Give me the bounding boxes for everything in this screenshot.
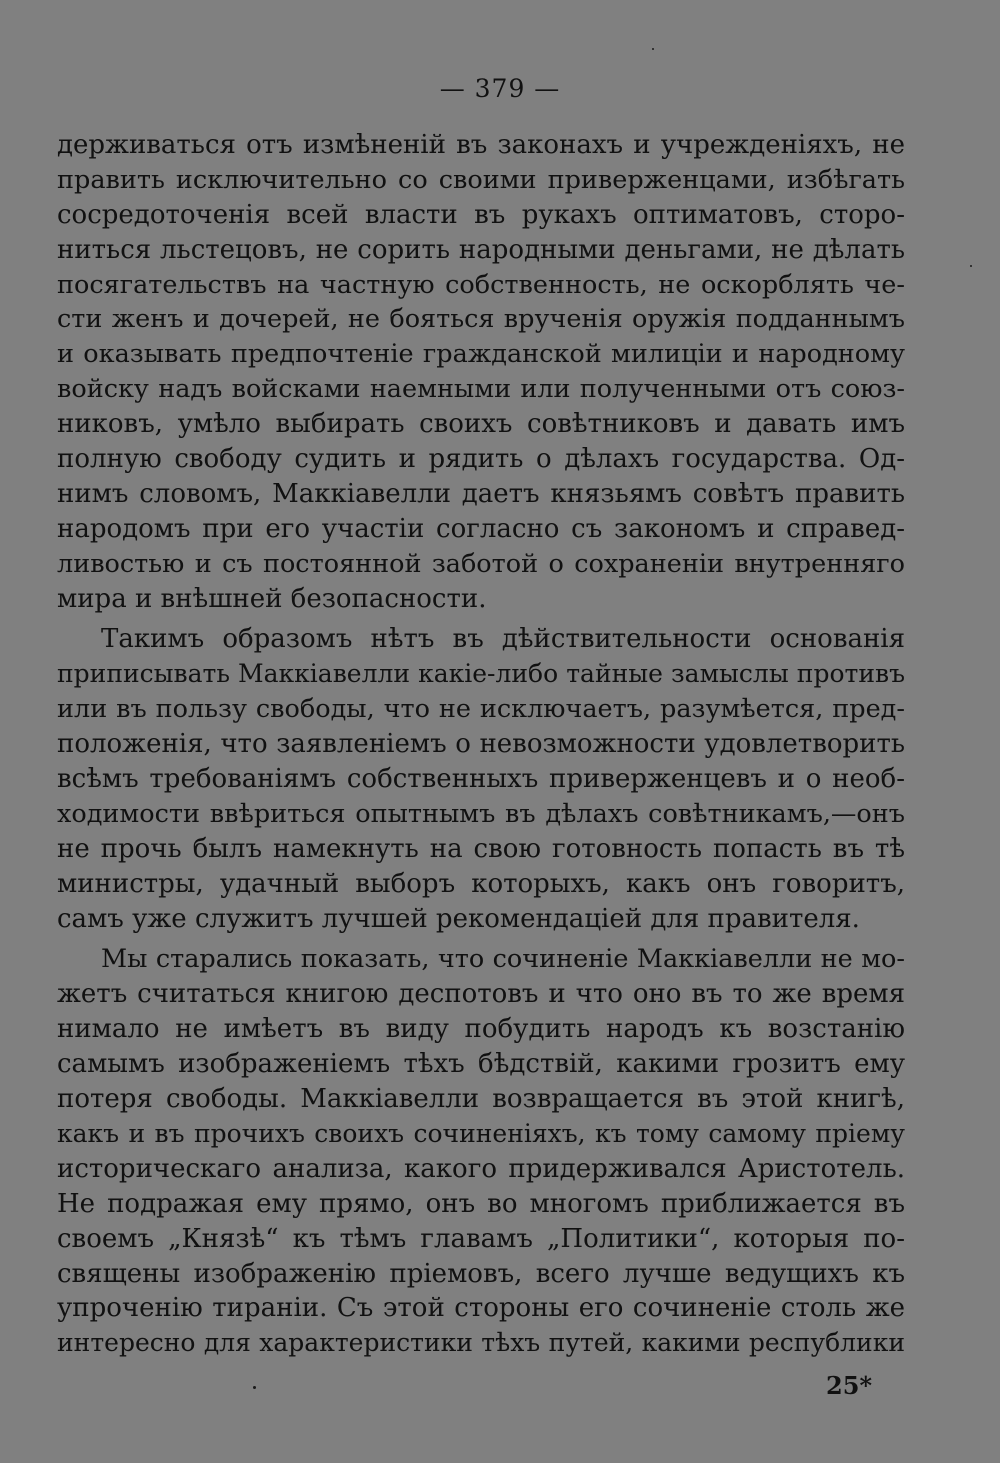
text-line: не прочь былъ намекнуть на свою готовность попасть въ тѣ [57,833,905,864]
text-line: сти женъ и дочерей, не бояться врученія оружія подданнымъ [57,304,905,335]
text-line: священы изображенію пріемовъ, всего лучше ведущихъ къ [57,1258,905,1289]
text-line: положенія, что заявленіемъ о невозможности удовлетворить [57,729,905,760]
text-line: всѣмъ требованіямъ собственныхъ приверженцевъ и о необ- [57,764,905,795]
text-line: или въ пользу свободы, что не исключаетъ, разумѣется, пред- [57,694,905,725]
printer-signature-mark: 25* [826,1371,872,1400]
text-line: какъ и въ прочихъ своихъ сочиненіяхъ, къ тому самому пріему [57,1118,905,1148]
text-line: жетъ считаться книгою деспотовъ и что оно въ то же время [57,979,905,1010]
text-line: Мы старались показать, что сочиненіе Маккіавелли не мо- [101,944,905,975]
text-line: самъ уже служитъ лучшей рекомендаціей для правителя. [57,903,860,934]
paragraph-3 [57,942,905,1361]
text-line: править исключительно со своими приверженцами, избѣгать [57,164,905,195]
text-line: приписывать Маккіавелли какіе-либо тайные замыслы противъ [57,659,905,689]
text-line: упроченію тираніи. Съ этой стороны его сочиненіе столь же [57,1293,905,1324]
text-line: интересно для характеристики тѣхъ путей, какими республики [57,1328,905,1358]
body-text [57,128,905,1361]
paragraph-1 [57,128,905,616]
print-speck [652,48,654,50]
text-line: полную свободу судить и рядить о дѣлахъ государства. Од- [57,444,905,475]
text-line: посягательствъ на частную собственность, не оскорблять че- [57,269,905,300]
text-line: мира и внѣшней безопасности. [57,583,487,614]
text-line: ходимости ввѣриться опытнымъ въ дѣлахъ совѣтникамъ,—онъ [57,798,905,829]
text-line: никовъ, умѣло выбирать своихъ совѣтниковъ и давать имъ [57,409,905,440]
text-line: нимъ словомъ, Маккіавелли даетъ князьямъ совѣтъ править [57,478,905,509]
text-line: Такимъ образомъ нѣтъ въ дѣйствительности основанія [101,624,905,655]
page-number: — 379 — [439,74,561,103]
text-line: и оказывать предпочтеніе гражданской милиціи и народному [57,339,905,370]
paragraph-2 [57,622,905,936]
text-line: Не подражая ему прямо, онъ во многомъ приближается въ [57,1188,905,1219]
text-line: держиваться отъ измѣненій въ законахъ и учрежденіяхъ, не [57,130,905,160]
text-line: войску надъ войсками наемными или полученными отъ союз- [57,374,905,405]
text-line: ниться льстецовъ, не сорить народными деньгами, не дѣлать [57,234,905,265]
text-line: потеря свободы. Маккіавелли возвращается въ этой книгѣ, [57,1084,905,1115]
text-line: нимало не имѣетъ въ виду побудить народъ къ возстанію [57,1014,905,1045]
text-line: народомъ при его участіи согласно съ закономъ и справед- [57,513,905,544]
text-line: министры, удачный выборъ которыхъ, какъ онъ говоритъ, [57,868,905,899]
text-line: ливостью и съ постоянной заботой о сохраненіи внутренняго [57,548,905,579]
print-speck [253,1386,256,1389]
text-line: самымъ изображеніемъ тѣхъ бѣдствій, какими грозитъ ему [57,1049,905,1080]
text-line: своемъ „Князѣ“ къ тѣмъ главамъ „Политики“, которыя по- [57,1223,905,1254]
text-line: сосредоточенія всей власти въ рукахъ оптиматовъ, сторо- [57,199,905,230]
print-speck [970,265,972,267]
text-line: историческаго анализа, какого придерживался Аристотель. [57,1153,905,1184]
